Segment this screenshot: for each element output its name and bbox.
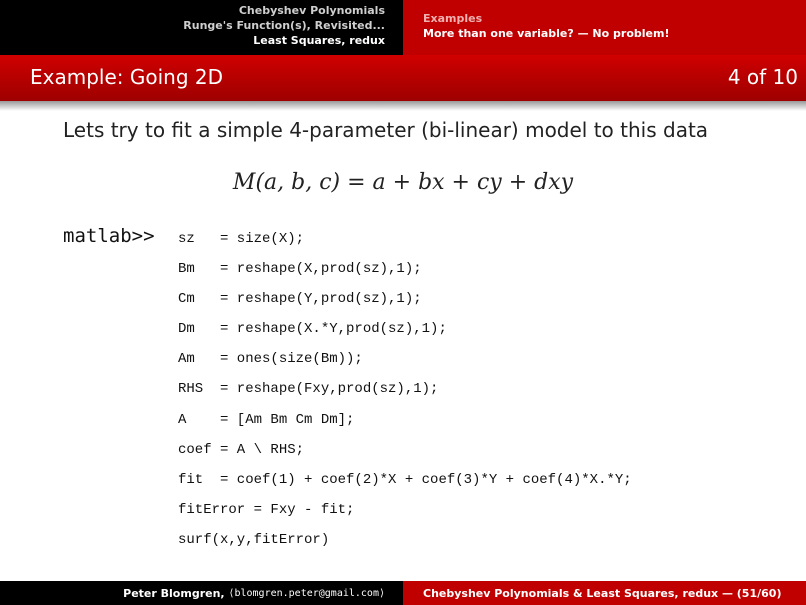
nav-link-chebyshev[interactable]: Chebyshev Polynomials — [238, 4, 385, 17]
footer-author-name: Peter Blomgren, — [123, 586, 225, 600]
matlab-prompt: matlab>> — [63, 225, 155, 247]
code-line: Bm = reshape(X,prod(sz),1); — [178, 261, 422, 278]
frame-title-bar — [0, 55, 806, 101]
code-line: fit = coef(1) + coef(2)*X + coef(3)*Y + coef(4)*X.*Y; — [178, 471, 632, 488]
formula-lhs: M(a, b, c) — [232, 170, 341, 195]
code-line: Dm = reshape(X.*Y,prod(sz),1); — [178, 321, 447, 338]
code-line: A = [Am Bm Cm Dm]; — [178, 411, 355, 428]
footer-author — [0, 581, 403, 605]
nav-link-more-variables[interactable]: More than one variable? — No problem! — [423, 27, 670, 40]
nav-link-examples[interactable]: Examples — [423, 12, 483, 25]
code-line: coef = A \ RHS; — [178, 441, 305, 458]
model-formula — [0, 170, 806, 195]
frame-page-count: 4 of 10 — [727, 65, 798, 89]
footer-title — [403, 581, 806, 605]
code-line: surf(x,y,fitError) — [178, 531, 330, 548]
title-shadow — [0, 101, 806, 111]
code-line: Am = ones(size(Bm)); — [178, 351, 363, 368]
code-line: Cm = reshape(Y,prod(sz),1); — [178, 291, 422, 308]
code-line: fitError = Fxy - fit; — [178, 501, 355, 518]
header-subsections-nav — [403, 0, 806, 55]
header-sections-nav — [0, 0, 403, 55]
code-line: sz = size(X); — [178, 231, 305, 247]
formula-equals: = — [340, 170, 373, 195]
footer-author-email: ⟨blomgren.peter@gmail.com⟩ — [228, 587, 385, 599]
code-line: RHS = reshape(Fxy,prod(sz),1); — [178, 381, 439, 398]
frame-title: Example: Going 2D — [30, 65, 224, 89]
nav-link-runge[interactable]: Runge's Function(s), Revisited... — [183, 19, 385, 32]
formula-rhs: a + bx + cy + dxy — [372, 170, 574, 195]
footer-title-text: Chebyshev Polynomials & Least Squares, redux — (51/60) — [423, 586, 782, 600]
nav-link-least-squares[interactable]: Least Squares, redux — [253, 34, 385, 47]
code-block — [178, 229, 632, 560]
intro-text: Lets try to fit a simple 4-parameter (bi-linear) model to this data — [63, 118, 709, 142]
